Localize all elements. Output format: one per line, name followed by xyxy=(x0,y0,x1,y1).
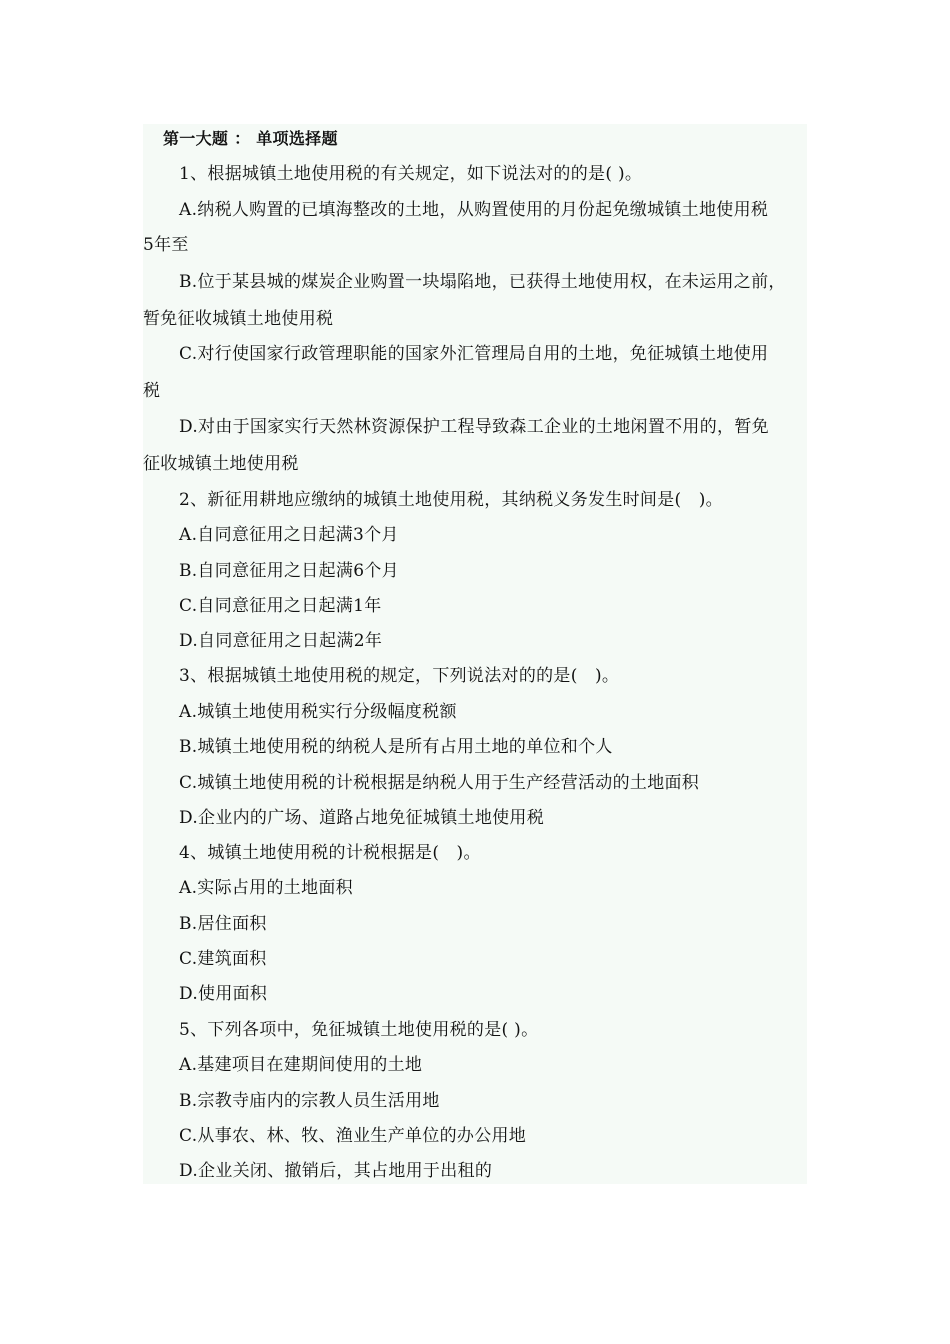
question-1-option-a-cont: 5年至 xyxy=(143,235,189,255)
question-3-option-c: C.城镇土地使用税的计税根据是纳税人用于生产经营活动的土地面积 xyxy=(179,773,700,793)
question-2-option-b: B.自同意征用之日起满6个月 xyxy=(179,561,399,581)
question-2-stem: 2、新征用耕地应缴纳的城镇土地使用税，其纳税义务发生时间是( )。 xyxy=(179,490,723,510)
question-1-option-b: B.位于某县城的煤炭企业购置一块塌陷地，已获得土地使用权，在未运用之前， xyxy=(179,272,786,292)
question-2-option-d: D.自同意征用之日起满2年 xyxy=(179,631,383,651)
question-3-option-d: D.企业内的广场、道路占地免征城镇土地使用税 xyxy=(179,808,545,828)
question-1-option-d-cont: 征收城镇土地使用税 xyxy=(143,454,299,474)
question-5-option-b: B.宗教寺庙内的宗教人员生活用地 xyxy=(179,1091,440,1111)
question-1-option-b-cont: 暂免征收城镇土地使用税 xyxy=(143,309,334,329)
question-4-option-a: A.实际占用的土地面积 xyxy=(179,878,353,898)
question-4-option-b: B.居住面积 xyxy=(179,914,267,934)
question-2-option-c: C.自同意征用之日起满1年 xyxy=(179,596,382,616)
question-3-stem: 3、根据城镇土地使用税的规定，下列说法对的的是( )。 xyxy=(179,666,620,686)
question-2-option-a: A.自同意征用之日起满3个月 xyxy=(179,525,399,545)
question-4-option-c: C.建筑面积 xyxy=(179,949,267,969)
question-4-stem: 4、城镇土地使用税的计税根据是( )。 xyxy=(179,843,481,863)
document-body xyxy=(143,124,807,1184)
question-1-stem: 1、根据城镇土地使用税的有关规定，如下说法对的的是( )。 xyxy=(179,164,643,184)
question-1-option-c-cont: 税 xyxy=(143,381,161,401)
question-5-stem: 5、下列各项中，免征城镇土地使用税的是( )。 xyxy=(179,1020,539,1040)
question-5-option-c: C.从事农、林、牧、渔业生产单位的办公用地 xyxy=(179,1126,527,1146)
question-4-option-d: D.使用面积 xyxy=(179,984,268,1004)
question-5-option-a: A.基建项目在建期间使用的土地 xyxy=(179,1055,423,1075)
question-1-option-a: A.纳税人购置的已填海整改的土地，从购置使用的月份起免缴城镇土地使用税 xyxy=(179,200,769,220)
question-1-option-c: C.对行使国家行政管理职能的国家外汇管理局自用的土地，免征城镇土地使用 xyxy=(179,344,769,364)
question-3-option-b: B.城镇土地使用税的纳税人是所有占用土地的单位和个人 xyxy=(179,737,613,757)
question-3-option-a: A.城镇土地使用税实行分级幅度税额 xyxy=(179,702,457,722)
section-title: 第一大题 ： 单项选择题 xyxy=(163,129,338,148)
question-5-option-d: D.企业关闭、撤销后，其占地用于出租的 xyxy=(179,1161,493,1181)
question-1-option-d: D.对由于国家实行天然林资源保护工程导致森工企业的土地闲置不用的，暂免 xyxy=(179,417,769,437)
